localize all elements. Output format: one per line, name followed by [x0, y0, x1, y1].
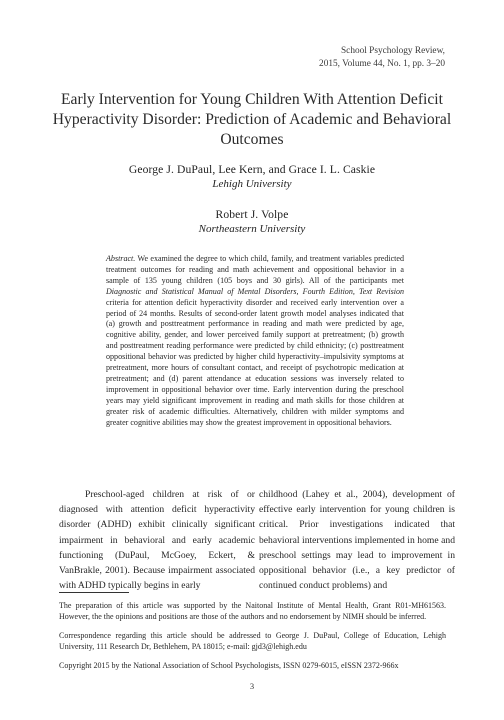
abstract	[106, 254, 404, 429]
body-column-right: childhood (Lahey et al., 2004), development of effective early intervention for young children is critical. Prior investigations indicated that behavioral interventions implemented in home and preschool settings may lead to improvement in oppositional behavior (i.e., a key predictor of continued conduct problems) and	[259, 489, 455, 592]
abstract-text: We examined the degree to which child, family, and treatment variables predicted treatment outcomes for reading and math achievement and oppositional behavior in a sample of 135 young children (105 boys and 30 girls). All of the participants met	[106, 254, 404, 285]
abstract-text-italic: Diagnostic and Statistical Manual of Mental Disorders, Fourth Edition, Text Revision	[106, 286, 404, 296]
article-title: Early Intervention for Young Children With Attention Deficit Hyperactivity Disorder: Prediction of Academic and Behavioral Outcomes	[52, 91, 452, 148]
author-group-2	[0, 207, 504, 236]
footnote-divider	[59, 592, 129, 593]
journal-volume-info: 2015, Volume 44, No. 1, pp. 3–20	[319, 59, 445, 69]
abstract-label: Abstract.	[106, 254, 136, 263]
author-group-1	[0, 162, 504, 191]
copyright-footnote: Copyright 2015 by the National Association of School Psychologists, ISSN 0279-6015, eISSN 2372-966x	[59, 661, 399, 670]
abstract-text: criteria for attention deficit hyperactivity disorder and received early intervention over a period of 24 months. Results of second-order latent growth model analyses indicated that (a) growth and posttreatment performance in reading and math were predicted by age, cognitive ability, gender, and lower perceived family support at pretreatment; (b) growth and posttreatment reading performance were predicted by child ethnicity; (c) posttreatment oppositional behavior was predicted by higher child hyperactivity–impulsivity symptoms at pretreatment, more hours of consultant contact, and receipt of psychotropic medication at pretreatment; and (d) parent attendance at education sessions was inversely related to improvement in oppositional behavior over time. Early intervention during the preschool years may yield significant improvement in reading and math skills for those children at greater risk of academic difficulties. Alternatively, children with milder symptoms and greater cognitive abilities may show the greatest improvement in oppositional behaviors.	[106, 297, 404, 427]
journal-citation	[319, 45, 445, 71]
funding-footnote: The preparation of this article was supported by the Naitonal Institute of Mental Health, Grant R01-MH61563. However, the the opinions and positions are those of the authors and no endorsement by NIMH should be inferred.	[59, 601, 446, 621]
author-affiliation: Lehigh University	[212, 178, 292, 190]
journal-name: School Psychology Review,	[341, 46, 445, 56]
page-number: 3	[249, 681, 255, 691]
author-affiliation: Northeastern University	[198, 223, 306, 235]
author-names: George J. DuPaul, Lee Kern, and Grace I. L. Caskie	[128, 163, 376, 176]
correspondence-footnote: Correspondence regarding this article should be addressed to George J. DuPaul, College of Education, Lehigh University, 111 Research Dr, Bethlehem, PA 18015; e-mail: gjd3@lehigh.edu	[59, 631, 446, 651]
body-column-left: Preschool-aged children at risk of or diagnosed with attention deficit hyperactivity disorder (ADHD) exhibit clinically significant impairment in behavioral and early academic functioning (DuPaul, McGoey, Eckert, & VanBrakle, 2001). Because impairment associated with ADHD typically begins in early	[59, 489, 255, 592]
author-names: Robert J. Volpe	[215, 208, 289, 221]
